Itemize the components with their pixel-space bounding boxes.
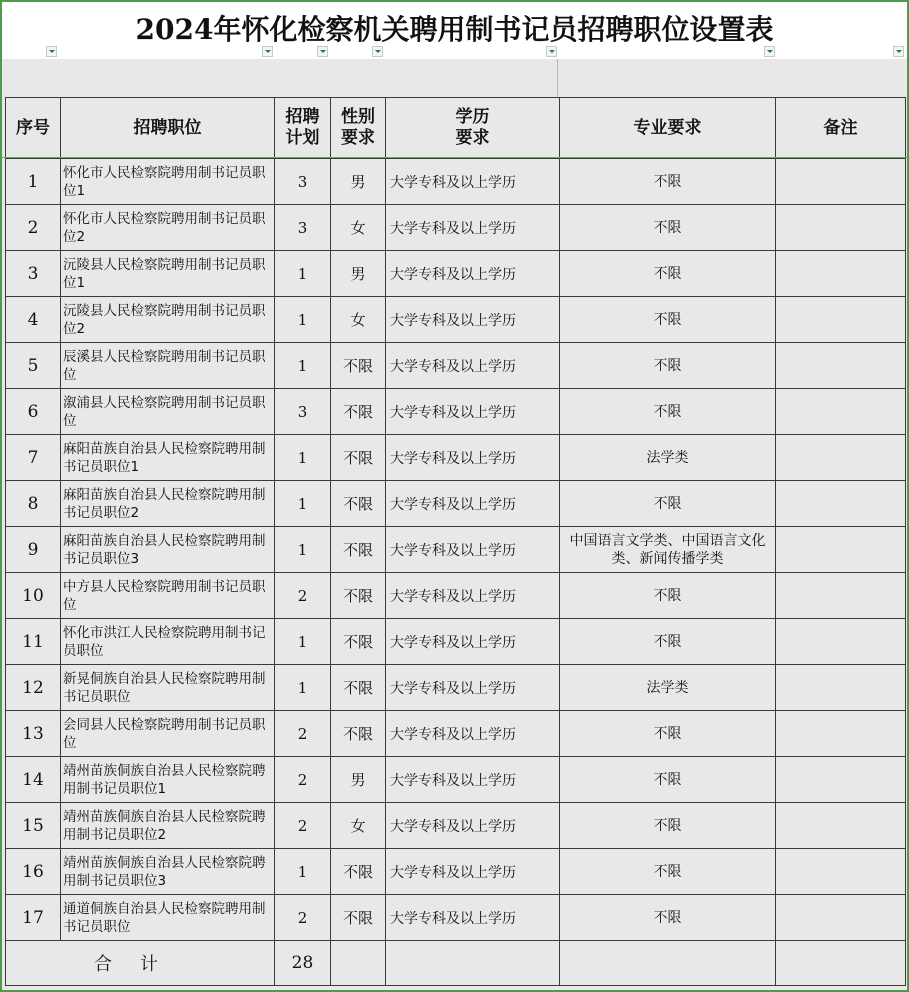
cell-position[interactable]: 靖州苗族侗族自治县人民检察院聘用制书记员职位1: [61, 757, 275, 803]
cell-seq[interactable]: 3: [6, 251, 61, 297]
cell-education[interactable]: 大学专科及以上学历: [386, 711, 560, 757]
cell-remark[interactable]: [776, 619, 906, 665]
cell-plan[interactable]: 1: [275, 435, 331, 481]
cell-position[interactable]: 怀化市人民检察院聘用制书记员职位1: [61, 159, 275, 205]
cell-education[interactable]: 大学专科及以上学历: [386, 481, 560, 527]
table-row: [6, 803, 906, 849]
cell-plan[interactable]: 2: [275, 711, 331, 757]
table-row: [6, 757, 906, 803]
cell-seq[interactable]: 15: [6, 803, 61, 849]
cell-seq[interactable]: 11: [6, 619, 61, 665]
cell-remark[interactable]: [776, 665, 906, 711]
cell-position[interactable]: 怀化市人民检察院聘用制书记员职位2: [61, 205, 275, 251]
cell-seq[interactable]: 7: [6, 435, 61, 481]
table-row: [6, 895, 906, 941]
cell-seq[interactable]: 10: [6, 573, 61, 619]
cell-gender[interactable]: 不限: [331, 895, 386, 941]
header-position[interactable]: 招聘职位: [61, 98, 275, 159]
blank-row: [2, 59, 907, 97]
table-row: [6, 573, 906, 619]
cell-gender[interactable]: 不限: [331, 619, 386, 665]
table-row: [6, 251, 906, 297]
cell-remark[interactable]: [776, 435, 906, 481]
cell-seq[interactable]: 5: [6, 343, 61, 389]
header-gender[interactable]: [331, 98, 386, 159]
cell-position[interactable]: 怀化市洪江人民检察院聘用制书记员职位: [61, 619, 275, 665]
cell-education[interactable]: 大学专科及以上学历: [386, 251, 560, 297]
cell-remark[interactable]: [776, 159, 906, 205]
cell-gender[interactable]: 不限: [331, 527, 386, 573]
cell-seq[interactable]: 2: [6, 205, 61, 251]
cell-gender[interactable]: 女: [331, 205, 386, 251]
cell-gender[interactable]: 不限: [331, 711, 386, 757]
cell-gender[interactable]: 不限: [331, 389, 386, 435]
cell-position[interactable]: 辰溪县人民检察院聘用制书记员职位: [61, 343, 275, 389]
sheet-title: 2024年怀化检察机关聘用制书记员招聘职位设置表: [135, 13, 774, 46]
cell-education[interactable]: 大学专科及以上学历: [386, 619, 560, 665]
header-plan-line2: 计划: [285, 128, 320, 148]
cell-major[interactable]: 不限: [560, 619, 776, 665]
cell-seq[interactable]: 17: [6, 895, 61, 941]
cell-gender[interactable]: 不限: [331, 849, 386, 895]
cell-major[interactable]: 不限: [560, 481, 776, 527]
cell-major[interactable]: 法学类: [560, 435, 776, 481]
cell-education[interactable]: 大学专科及以上学历: [386, 803, 560, 849]
cell-plan[interactable]: 1: [275, 849, 331, 895]
filter-dropdown-icon[interactable]: [262, 46, 273, 57]
cell-seq[interactable]: 12: [6, 665, 61, 711]
cell-major[interactable]: 法学类: [560, 665, 776, 711]
table-cell[interactable]: [560, 941, 776, 986]
cell-position[interactable]: 沅陵县人民检察院聘用制书记员职位2: [61, 297, 275, 343]
cell-education[interactable]: 大学专科及以上学历: [386, 435, 560, 481]
cell-gender[interactable]: 不限: [331, 481, 386, 527]
cell-seq[interactable]: 4: [6, 297, 61, 343]
cell-plan[interactable]: 2: [275, 573, 331, 619]
total-value[interactable]: 28: [275, 941, 331, 986]
cell-remark[interactable]: [776, 849, 906, 895]
cell-plan[interactable]: 3: [275, 159, 331, 205]
cell-remark[interactable]: [776, 481, 906, 527]
cell-remark[interactable]: [776, 205, 906, 251]
cell-position[interactable]: 靖州苗族侗族自治县人民检察院聘用制书记员职位3: [61, 849, 275, 895]
cell-gender[interactable]: 不限: [331, 573, 386, 619]
filter-dropdown-icon[interactable]: [764, 46, 775, 57]
cell-education[interactable]: 大学专科及以上学历: [386, 849, 560, 895]
table-row: [6, 849, 906, 895]
cell-education[interactable]: 大学专科及以上学历: [386, 527, 560, 573]
cell-gender[interactable]: 男: [331, 251, 386, 297]
cell-plan[interactable]: 2: [275, 895, 331, 941]
cell-plan[interactable]: 1: [275, 297, 331, 343]
cell-plan[interactable]: 1: [275, 481, 331, 527]
cell-plan[interactable]: 1: [275, 343, 331, 389]
cell-gender[interactable]: 不限: [331, 343, 386, 389]
cell-position[interactable]: 靖州苗族侗族自治县人民检察院聘用制书记员职位2: [61, 803, 275, 849]
cell-plan[interactable]: 3: [275, 389, 331, 435]
cell-major[interactable]: 不限: [560, 895, 776, 941]
filter-dropdown-icon[interactable]: [372, 46, 383, 57]
filter-dropdown-icon[interactable]: [546, 46, 557, 57]
positions-table: [5, 97, 906, 986]
cell-plan[interactable]: 1: [275, 251, 331, 297]
cell-education[interactable]: 大学专科及以上学历: [386, 757, 560, 803]
cell-major[interactable]: 不限: [560, 573, 776, 619]
filter-dropdown-icon[interactable]: [46, 46, 57, 57]
cell-plan[interactable]: 1: [275, 665, 331, 711]
cell-education[interactable]: 大学专科及以上学历: [386, 665, 560, 711]
cell-major[interactable]: 不限: [560, 389, 776, 435]
header-education[interactable]: [386, 98, 560, 159]
cell-seq[interactable]: 1: [6, 159, 61, 205]
header-major[interactable]: 专业要求: [560, 98, 776, 159]
header-seq[interactable]: 序号: [6, 98, 61, 159]
cell-remark[interactable]: [776, 527, 906, 573]
cell-major[interactable]: 中国语言文学类、中国语言文化类、新闻传播学类: [560, 527, 776, 573]
cell-major[interactable]: 不限: [560, 757, 776, 803]
cell-remark[interactable]: [776, 711, 906, 757]
cell-plan[interactable]: 1: [275, 619, 331, 665]
table-row: [6, 527, 906, 573]
column-divider: [557, 59, 558, 97]
cell-position[interactable]: 沅陵县人民检察院聘用制书记员职位1: [61, 251, 275, 297]
header-edu-line1: 学历: [455, 107, 490, 127]
total-row: [6, 941, 906, 986]
header-edu-line2: 要求: [455, 128, 490, 148]
cell-education[interactable]: 大学专科及以上学历: [386, 159, 560, 205]
cell-major[interactable]: 不限: [560, 343, 776, 389]
table-cell[interactable]: [331, 941, 386, 986]
cell-gender[interactable]: 不限: [331, 665, 386, 711]
cell-remark[interactable]: [776, 343, 906, 389]
cell-position[interactable]: 麻阳苗族自治县人民检察院聘用制书记员职位1: [61, 435, 275, 481]
cell-seq[interactable]: 6: [6, 389, 61, 435]
cell-seq[interactable]: 13: [6, 711, 61, 757]
cell-seq[interactable]: 14: [6, 757, 61, 803]
cell-remark[interactable]: [776, 389, 906, 435]
table-row: [6, 481, 906, 527]
cell-major[interactable]: 不限: [560, 711, 776, 757]
cell-position[interactable]: 会同县人民检察院聘用制书记员职位: [61, 711, 275, 757]
header-plan-line1: 招聘: [285, 107, 320, 127]
cell-remark[interactable]: [776, 757, 906, 803]
cell-major[interactable]: 不限: [560, 251, 776, 297]
table-row: [6, 435, 906, 481]
cell-major[interactable]: 不限: [560, 803, 776, 849]
table-cell[interactable]: [776, 941, 906, 986]
header-remark[interactable]: 备注: [776, 98, 906, 159]
filter-dropdown-icon[interactable]: [893, 46, 904, 57]
cell-remark[interactable]: [776, 803, 906, 849]
cell-position[interactable]: 麻阳苗族自治县人民检察院聘用制书记员职位2: [61, 481, 275, 527]
cell-remark[interactable]: [776, 895, 906, 941]
cell-major[interactable]: 不限: [560, 159, 776, 205]
table-body: [6, 159, 906, 941]
cell-gender[interactable]: 男: [331, 757, 386, 803]
table-row: [6, 297, 906, 343]
cell-major[interactable]: 不限: [560, 205, 776, 251]
table-row: [6, 665, 906, 711]
cell-seq[interactable]: 8: [6, 481, 61, 527]
cell-education[interactable]: 大学专科及以上学历: [386, 205, 560, 251]
table-row: [6, 389, 906, 435]
cell-position[interactable]: 溆浦县人民检察院聘用制书记员职位: [61, 389, 275, 435]
table-row: [6, 343, 906, 389]
total-label[interactable]: 合计: [6, 941, 275, 986]
cell-remark[interactable]: [776, 251, 906, 297]
cell-education[interactable]: 大学专科及以上学历: [386, 343, 560, 389]
table-row: [6, 619, 906, 665]
cell-gender[interactable]: 男: [331, 159, 386, 205]
cell-remark[interactable]: [776, 573, 906, 619]
cell-plan[interactable]: 1: [275, 527, 331, 573]
header-plan[interactable]: [275, 98, 331, 159]
table-cell[interactable]: [386, 941, 560, 986]
table-row: [6, 711, 906, 757]
header-gender-line2: 要求: [341, 128, 375, 148]
cell-position[interactable]: 新晃侗族自治县人民检察院聘用制书记员职位: [61, 665, 275, 711]
title-row: [2, 2, 907, 60]
cell-gender[interactable]: 女: [331, 297, 386, 343]
table-row: [6, 159, 906, 205]
cell-education[interactable]: 大学专科及以上学历: [386, 895, 560, 941]
table-row: [6, 205, 906, 251]
cell-major[interactable]: 不限: [560, 849, 776, 895]
header-row: [6, 98, 906, 159]
selection-line: [2, 157, 907, 158]
cell-plan[interactable]: 2: [275, 803, 331, 849]
cell-seq[interactable]: 16: [6, 849, 61, 895]
cell-gender[interactable]: 不限: [331, 435, 386, 481]
cell-education[interactable]: 大学专科及以上学历: [386, 389, 560, 435]
cell-education[interactable]: 大学专科及以上学历: [386, 573, 560, 619]
cell-plan[interactable]: 2: [275, 757, 331, 803]
cell-position[interactable]: 中方县人民检察院聘用制书记员职位: [61, 573, 275, 619]
cell-major[interactable]: 不限: [560, 297, 776, 343]
filter-dropdown-icon[interactable]: [317, 46, 328, 57]
cell-remark[interactable]: [776, 297, 906, 343]
cell-seq[interactable]: 9: [6, 527, 61, 573]
cell-plan[interactable]: 3: [275, 205, 331, 251]
cell-position[interactable]: 麻阳苗族自治县人民检察院聘用制书记员职位3: [61, 527, 275, 573]
cell-gender[interactable]: 女: [331, 803, 386, 849]
cell-education[interactable]: 大学专科及以上学历: [386, 297, 560, 343]
header-gender-line1: 性别: [341, 107, 375, 127]
cell-position[interactable]: 通道侗族自治县人民检察院聘用制书记员职位: [61, 895, 275, 941]
